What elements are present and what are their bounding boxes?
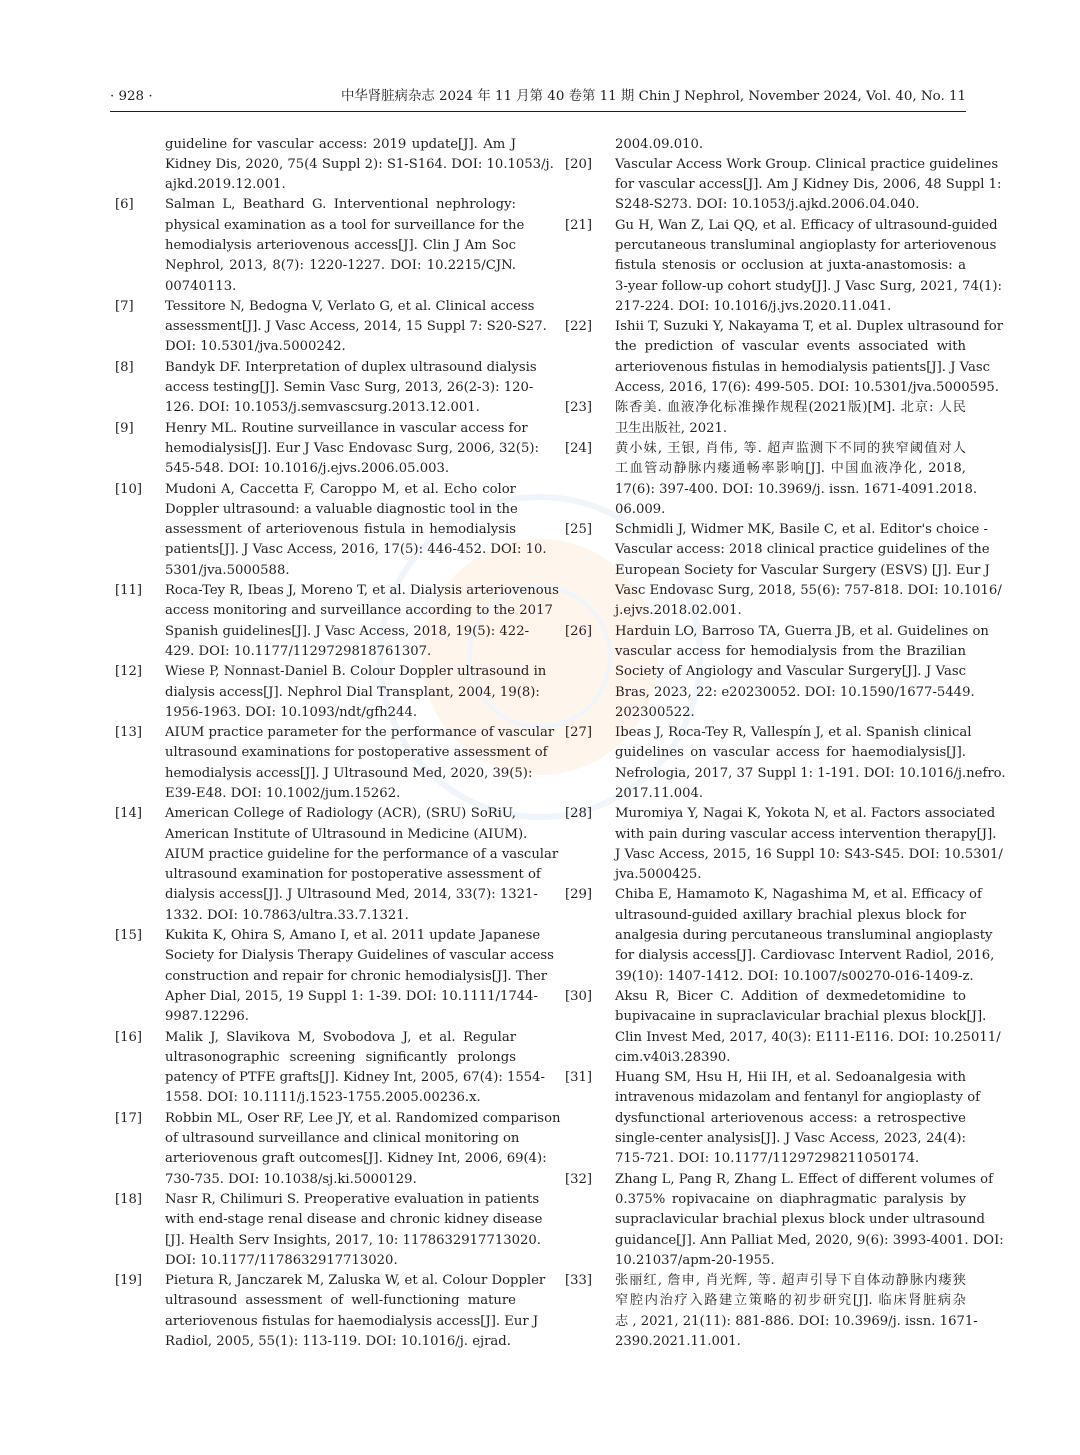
reference-number: [12]	[115, 664, 143, 680]
reference-line: hemodialysis[J]. Eur J Vasc Endovasc Surg, 2006, 32(5):	[165, 440, 539, 456]
reference-line: Chiba E, Hamamoto K, Nagashima M, et al. Efficacy of	[615, 887, 982, 903]
reference-line: hemodialysis arteriovenous access[J]. Clin J Am Soc	[165, 237, 516, 253]
reference-line: American Institute of Ultrasound in Medicine (AIUM).	[165, 826, 528, 842]
reference-entry	[565, 155, 1002, 216]
reference-line: dialysis access[J]. Nephrol Dial Transplant, 2004, 19(8):	[165, 684, 540, 700]
reference-line: intravenous midazolam and fentanyl for angioplasty of	[615, 1090, 981, 1106]
reference-entry	[115, 1271, 546, 1352]
reference-entry	[565, 216, 1002, 317]
reference-entry	[565, 804, 1003, 885]
reference-line: vascular access for hemodialysis from the Brazilian	[615, 643, 966, 659]
reference-line: Vascular access: 2018 clinical practice guidelines of the	[615, 542, 990, 558]
reference-line: ultrasound assessment of well-functioning mature	[165, 1293, 516, 1309]
reference-line: Schmidli J, Widmer MK, Basile C, et al. Editor's choice -	[615, 522, 988, 538]
reference-entry	[115, 662, 547, 723]
reference-line: with end-stage renal disease and chronic kidney disease	[165, 1212, 543, 1228]
reference-line: access monitoring and surveillance according to the 2017	[165, 603, 553, 619]
reference-line: 17(6): 397-400. DOI: 10.3969/j. issn. 1671-4091.2018.	[615, 481, 978, 497]
reference-line: 715-721. DOI: 10.1177/11297298211050174.	[615, 1151, 920, 1167]
reference-number: [16]	[115, 1029, 143, 1045]
reference-number: [15]	[115, 928, 143, 944]
reference-entry	[115, 195, 525, 296]
reference-number: [21]	[565, 217, 593, 233]
reference-line: European Society for Vascular Surgery (ESVS) [J]. Eur J	[615, 562, 990, 578]
reference-line: AIUM practice parameter for the performance of vascular	[165, 725, 555, 741]
reference-number: [27]	[565, 725, 593, 741]
reference-line: 2390.2021.11.001.	[615, 1334, 741, 1350]
reference-entry	[565, 723, 1006, 804]
reference-line: 工血管动静脉内瘘通畅率影响[J]. 中国血液净化, 2018,	[615, 461, 966, 477]
reference-line: 2004.09.010.	[615, 136, 704, 152]
reference-line: 黄小妹, 王银, 肖伟, 等. 超声监测下不同的狭窄阈值对人	[615, 440, 966, 456]
reference-line: S248-S273. DOI: 10.1053/j.ajkd.2006.04.040.	[615, 197, 920, 213]
reference-number: [17]	[115, 1110, 143, 1126]
reference-line: 730-735. DOI: 10.1038/sj.ki.5000129.	[165, 1171, 417, 1187]
reference-line: Society of Angiology and Vascular Surgery[J]. J Vasc	[615, 664, 966, 680]
references-right-column	[565, 135, 1006, 1353]
reference-entry	[565, 439, 978, 520]
reference-line: supraclavicular brachial plexus block under ultrasound	[615, 1212, 985, 1228]
header-rule	[110, 111, 966, 112]
reference-line: dysfunctional arteriovenous access: a retrospective	[615, 1110, 966, 1126]
reference-line: 545-548. DOI: 10.1016/j.ejvs.2006.05.003.	[165, 461, 450, 477]
reference-line: dialysis access[J]. J Ultrasound Med, 2014, 33(7): 1321-	[165, 887, 538, 903]
reference-number: [28]	[565, 806, 593, 822]
reference-number: [30]	[565, 988, 593, 1004]
reference-line: Gu H, Wan Z, Lai QQ, et al. Efficacy of ultrasound-guided	[615, 217, 998, 233]
reference-line: Spanish guidelines[J]. J Vasc Access, 2018, 19(5): 422-	[165, 623, 530, 639]
reference-line: Harduin LO, Barroso TA, Guerra JB, et al. Guidelines on	[615, 623, 989, 639]
reference-line: Aksu R, Bicer C. Addition of dexmedetomidine to	[615, 988, 966, 1004]
reference-line: Henry ML. Routine surveillance in vascular access for	[165, 420, 528, 436]
reference-number: [14]	[115, 806, 143, 822]
reference-line: Doppler ultrasound: a valuable diagnostic tool in the	[165, 501, 518, 517]
reference-line: 张丽红, 詹申, 肖光辉, 等. 超声引导下自体动静脉内瘘狭	[615, 1273, 966, 1289]
reference-line: Nefrologia, 2017, 37 Suppl 1: 1-191. DOI: 10.1016/j.nefro.	[615, 765, 1006, 781]
reference-line: j.ejvs.2018.02.001.	[615, 603, 742, 619]
reference-entry	[565, 1068, 981, 1169]
reference-line: Huang SM, Hsu H, Hii IH, et al. Sedoanalgesia with	[615, 1070, 966, 1086]
reference-number: [26]	[565, 623, 593, 639]
reference-number: [24]	[565, 440, 593, 456]
reference-line: Kukita K, Ohira S, Amano I, et al. 2011 update Japanese	[165, 928, 541, 944]
reference-entry	[115, 358, 537, 419]
reference-line: single-center analysis[J]. J Vasc Access, 2023, 24(4):	[615, 1131, 966, 1147]
reference-line: 06.009.	[615, 501, 666, 517]
reference-line: bupivacaine in supraclavicular brachial plexus block[J].	[615, 1009, 987, 1025]
reference-entry	[115, 804, 559, 926]
reference-line: 202300522.	[615, 704, 695, 720]
reference-line: Nephrol, 2013, 8(7): 1220-1227. DOI: 10.2215/CJN.	[165, 258, 516, 274]
reference-line: jva.5000425.	[615, 867, 702, 883]
reference-number: [31]	[565, 1070, 593, 1086]
reference-line: Bras, 2023, 22: e20230052. DOI: 10.1590/1677-5449.	[615, 684, 975, 700]
reference-line: fistula stenosis or occlusion at juxta-anastomosis: a	[615, 258, 966, 274]
reference-entry	[115, 135, 554, 196]
reference-number: [33]	[565, 1273, 593, 1289]
reference-number: [7]	[115, 298, 134, 314]
reference-number: [22]	[565, 319, 593, 335]
reference-line: 217-224. DOI: 10.1016/j.jvs.2020.11.041.	[615, 298, 892, 314]
reference-number: [10]	[115, 481, 143, 497]
reference-line: of ultrasound surveillance and clinical monitoring on	[165, 1131, 520, 1147]
reference-line: DOI: 10.1177/1178632917713020.	[165, 1252, 398, 1268]
reference-line: ultrasound-guided axillary brachial plexus block for	[615, 907, 966, 923]
reference-line: physical examination as a tool for surveillance for the	[165, 217, 525, 233]
reference-line: 陈香美. 血液净化标准操作规程(2021版)[M]. 北京: 人民	[615, 400, 966, 416]
reference-line: Vasc Endovasc Surg, 2018, 55(6): 757-818. DOI: 10.1016/	[615, 583, 1002, 599]
reference-line: 126. DOI: 10.1053/j.semvascsurg.2013.12.001.	[165, 400, 480, 416]
reference-line: Ishii T, Suzuki Y, Nakayama T, et al. Duplex ultrasound for	[615, 319, 1004, 335]
reference-line: 00740113.	[165, 278, 237, 294]
reference-entry	[565, 398, 966, 439]
reference-entry	[565, 135, 966, 155]
reference-entry	[565, 520, 1002, 621]
reference-line: ultrasonographic screening significantly prolongs	[165, 1049, 516, 1065]
reference-number: [20]	[565, 156, 593, 172]
reference-line: patients[J]. J Vasc Access, 2016, 17(5): 446-452. DOI: 10.	[165, 542, 547, 558]
reference-number: [23]	[565, 400, 593, 416]
reference-line: E39-E48. DOI: 10.1002/jum.15262.	[165, 786, 401, 801]
reference-line: Tessitore N, Bedogna V, Verlato G, et al. Clinical access	[165, 298, 535, 314]
reference-line: 429. DOI: 10.1177/1129729818761307.	[165, 643, 432, 659]
reference-line: Access, 2016, 17(6): 499-505. DOI: 10.5301/jva.5000595.	[615, 380, 999, 396]
reference-line: Muromiya Y, Nagai K, Yokota N, et al. Factors associated	[615, 806, 996, 822]
reference-line: percutaneous transluminal angioplasty for arteriovenous	[615, 237, 997, 253]
reference-line: guidance[J]. Ann Palliat Med, 2020, 9(6): 3993-4001. DOI:	[615, 1232, 1004, 1248]
reference-line: 志 , 2021, 21(11): 881-886. DOI: 10.3969/j. issn. 1671-	[615, 1313, 978, 1329]
reference-number: [18]	[115, 1191, 143, 1207]
reference-line: guideline for vascular access: 2019 update[J]. Am J	[165, 136, 516, 152]
reference-line: Bandyk DF. Interpretation of duplex ultrasound dialysis	[165, 359, 537, 375]
reference-line: [J]. Health Serv Insights, 2017, 10: 1178632917713020.	[165, 1232, 541, 1248]
reference-entry	[115, 581, 559, 662]
reference-line: arteriovenous fistulas for haemodialysis access[J]. Eur J	[165, 1313, 539, 1329]
reference-line: 1558. DOI: 10.1111/j.1523-1755.2005.00236.x.	[165, 1090, 481, 1106]
reference-line: Radiol, 2005, 55(1): 113-119. DOI: 10.1016/j. ejrad.	[165, 1334, 511, 1350]
reference-line: Zhang L, Pang R, Zhang L. Effect of different volumes of	[615, 1171, 993, 1187]
reference-line: American College of Radiology (ACR), (SRU) SoRiU,	[165, 806, 516, 822]
reference-line: the prediction of vascular events associated with	[615, 339, 966, 355]
reference-line: access testing[J]. Semin Vasc Surg, 2013, 26(2-3): 120-	[165, 380, 534, 396]
reference-entry	[115, 926, 554, 1027]
reference-line: J Vasc Access, 2015, 16 Suppl 10: S43-S45. DOI: 10.5301/	[615, 846, 1003, 862]
reference-entry	[115, 480, 547, 581]
running-header	[110, 86, 966, 108]
reference-line: Ibeas J, Roca-Tey R, Vallespín J, et al. Spanish clinical	[615, 725, 972, 741]
reference-entry	[115, 1028, 545, 1109]
reference-line: Clin Invest Med, 2017, 40(3): E111-E116. DOI: 10.25011/	[615, 1029, 1001, 1045]
reference-line: with pain during vascular access intervention therapy[J].	[615, 826, 997, 842]
reference-entry	[115, 1190, 543, 1271]
reference-line: 9987.12296.	[165, 1009, 249, 1025]
reference-line: arteriovenous fistulas in hemodialysis patients[J]. J Vasc	[615, 359, 990, 375]
reference-line: cim.v40i3.28390.	[615, 1049, 731, 1065]
reference-entry	[565, 622, 989, 723]
reference-line: for dialysis access[J]. Cardiovasc Intervent Radiol, 2016,	[615, 948, 995, 964]
reference-line: 1332. DOI: 10.7863/ultra.33.7.1321.	[165, 907, 409, 923]
reference-line: AIUM practice guideline for the performance of a vascular	[165, 846, 559, 862]
reference-line: Salman L, Beathard G. Interventional nephrology:	[165, 197, 516, 213]
reference-line: 窄腔内治疗入路建立策略的初步研究[J]. 临床肾脏病杂	[615, 1293, 966, 1309]
reference-line: 1956-1963. DOI: 10.1093/ndt/gfh244.	[165, 704, 418, 720]
reference-line: arteriovenous graft outcomes[J]. Kidney Int, 2006, 69(4):	[165, 1151, 547, 1167]
reference-number: [13]	[115, 725, 143, 741]
reference-line: 39(10): 1407-1412. DOI: 10.1007/s00270-016-1409-z.	[615, 968, 974, 984]
reference-line: 10.21037/apm-20-1955.	[615, 1252, 775, 1268]
reference-line: Wiese P, Nonnast-Daniel B. Colour Doppler ultrasound in	[165, 664, 547, 680]
reference-line: assessment of arteriovenous fistula in hemodialysis	[165, 522, 516, 538]
reference-line: guidelines on vascular access for haemodialysis[J].	[615, 745, 966, 761]
reference-line: Robbin ML, Oser RF, Lee JY, et al. Randomized comparison	[165, 1110, 561, 1126]
reference-line: Kidney Dis, 2020, 75(4 Suppl 2): S1-S164. DOI: 10.1053/j.	[165, 156, 554, 172]
reference-entry	[115, 297, 547, 358]
reference-line: Vascular Access Work Group. Clinical practice guidelines	[615, 156, 999, 172]
reference-line: 5301/jva.5000588.	[165, 562, 290, 578]
reference-line: 卫生出版社, 2021.	[615, 420, 728, 436]
reference-entry	[565, 885, 995, 986]
reference-number: [32]	[565, 1171, 593, 1187]
reference-line: DOI: 10.5301/jva.5000242.	[165, 339, 346, 355]
reference-number: [19]	[115, 1273, 143, 1289]
reference-line: Nasr R, Chilimuri S. Preoperative evaluation in patients	[165, 1191, 540, 1207]
reference-line: analgesia during percutaneous transluminal angioplasty	[615, 928, 993, 944]
reference-line: 2017.11.004.	[615, 786, 704, 801]
reference-line: assessment[J]. J Vasc Access, 2014, 15 Suppl 7: S20-S27.	[165, 319, 547, 335]
reference-entry	[565, 1271, 978, 1352]
reference-line: Apher Dial, 2015, 19 Suppl 1: 1-39. DOI: 10.1111/1744-	[165, 988, 539, 1004]
reference-entry	[115, 419, 539, 480]
reference-entry	[565, 317, 1004, 398]
reference-line: construction and repair for chronic hemodialysis[J]. Ther	[165, 968, 548, 984]
references-left-column	[115, 135, 561, 1353]
reference-line: ultrasound examination for postoperative assessment of	[165, 867, 541, 883]
reference-line: ajkd.2019.12.001.	[165, 177, 286, 193]
reference-number: [11]	[115, 583, 143, 599]
reference-entry	[115, 1109, 561, 1190]
reference-line: Mudoni A, Caccetta F, Caroppo M, et al. Echo color	[165, 481, 516, 497]
reference-number: [9]	[115, 420, 134, 436]
reference-line: hemodialysis access[J]. J Ultrasound Med, 2020, 39(5):	[165, 765, 533, 781]
page-number: · 928 ·	[110, 89, 153, 104]
reference-line: Society for Dialysis Therapy Guidelines of vascular access	[165, 948, 554, 964]
reference-number: [25]	[565, 522, 593, 538]
reference-number: [6]	[115, 197, 134, 213]
reference-number: [8]	[115, 359, 134, 375]
reference-entry	[565, 987, 1001, 1068]
reference-number: [29]	[565, 887, 593, 903]
reference-line: Malik J, Slavikova M, Svobodova J, et al. Regular	[165, 1029, 516, 1045]
reference-entry	[565, 1170, 1004, 1271]
reference-line: 3-year follow-up cohort study[J]. J Vasc Surg, 2021, 74(1):	[615, 278, 1002, 294]
reference-line: patency of PTFE grafts[J]. Kidney Int, 2005, 67(4): 1554-	[165, 1070, 545, 1086]
reference-line: for vascular access[J]. Am J Kidney Dis, 2006, 48 Suppl 1:	[615, 177, 1002, 193]
reference-line: Pietura R, Janczarek M, Zaluska W, et al. Colour Doppler	[165, 1273, 546, 1289]
reference-line: ultrasound examinations for postoperative assessment of	[165, 745, 548, 761]
reference-line: Roca-Tey R, Ibeas J, Moreno T, et al. Dialysis arteriovenous	[165, 583, 559, 599]
reference-line: 0.375% ropivacaine on diaphragmatic paralysis by	[615, 1191, 966, 1207]
reference-entry	[115, 723, 555, 804]
journal-citation: 中华肾脏病杂志 2024 年 11 月第 40 卷第 11 期 Chin J Nephrol, November 2024, Vol. 40, No. 11	[341, 89, 966, 104]
